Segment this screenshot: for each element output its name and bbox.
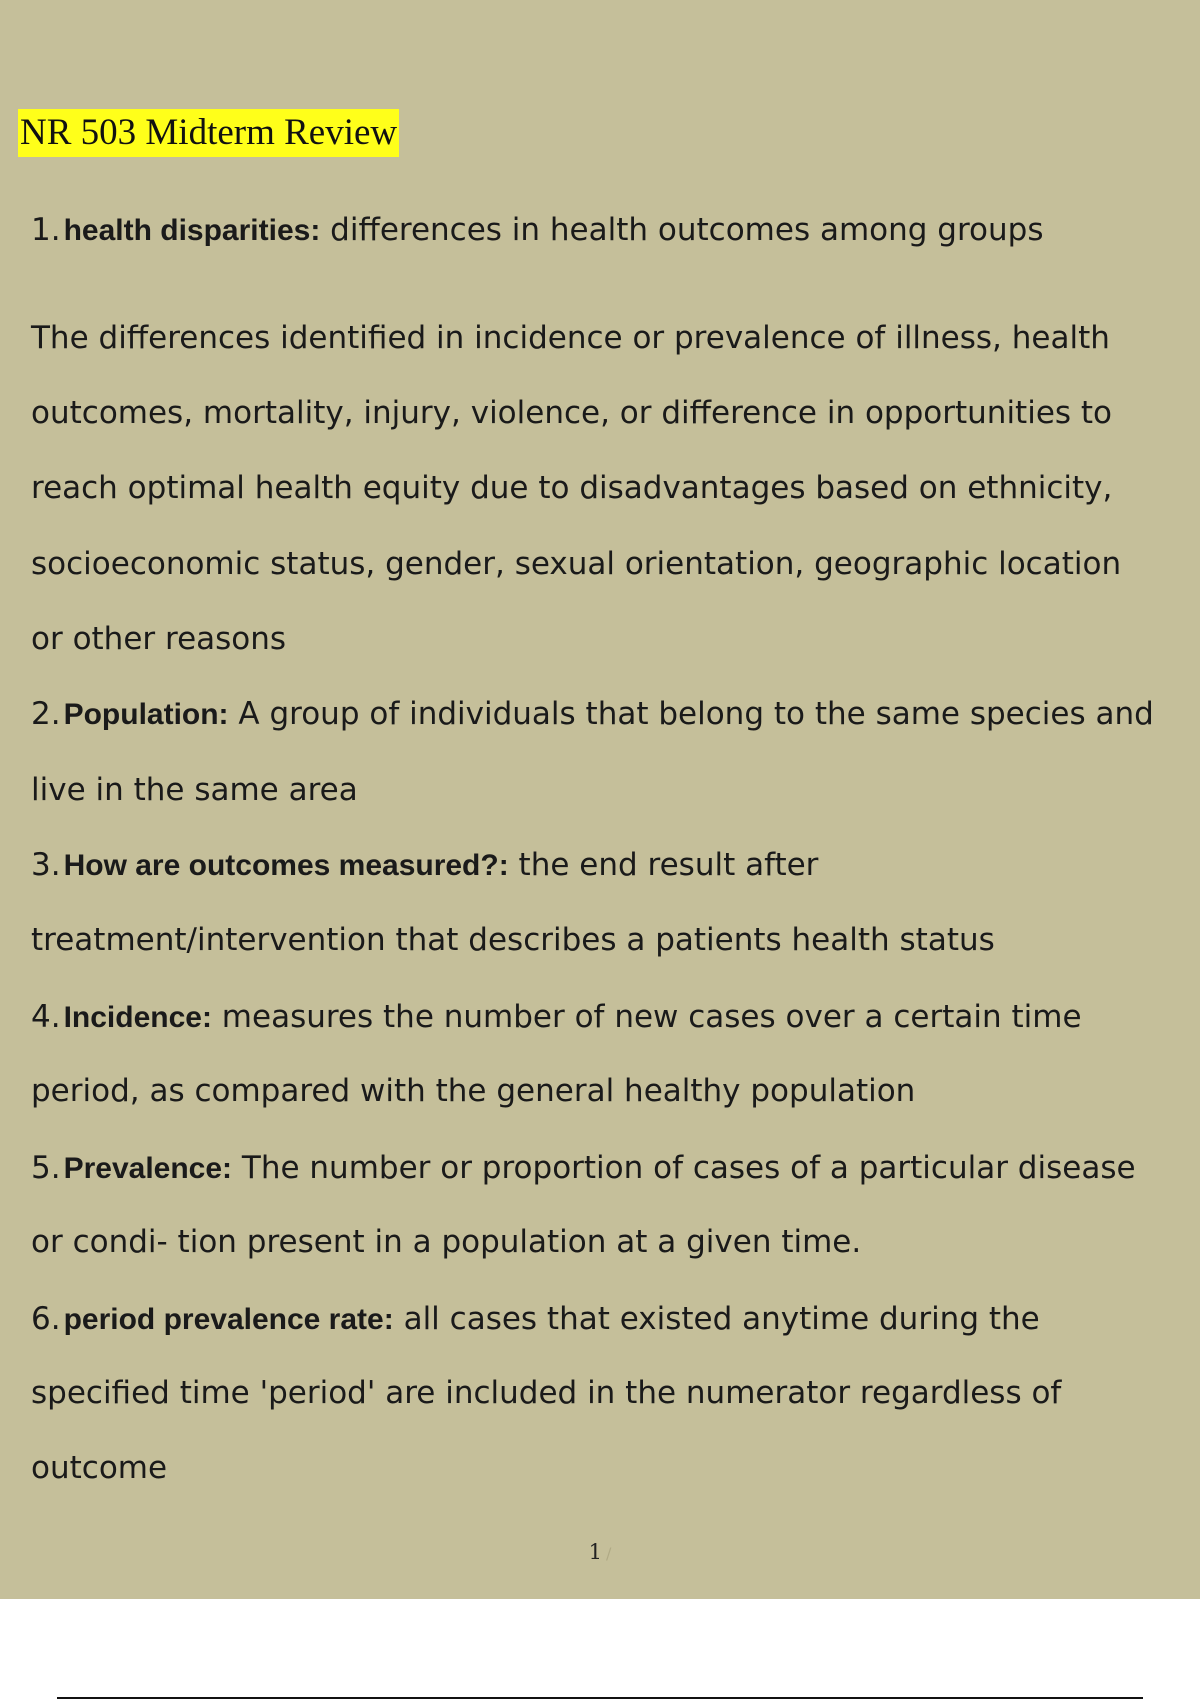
entry-5-text-line: or condi- tion present in a population at a given time. (31, 1224, 862, 1260)
entry-2-text-line: live in the same area (31, 772, 358, 808)
entry-definition: the end result after (508, 847, 819, 883)
entry-4-text-line: period, as compared with the general healthy population (31, 1073, 916, 1109)
entry-number: 6. (31, 1301, 61, 1337)
entry-definition: A group of individuals that belong to the same species and (228, 696, 1154, 732)
entry-number: 2. (31, 696, 61, 732)
page-number-separator: / (605, 1544, 612, 1563)
entry-1-text-line: outcomes, mortality, injury, violence, or difference in opportunities to (31, 395, 1113, 431)
entry-1-text-line: socioeconomic status, gender, sexual orientation, geographic location (31, 546, 1122, 582)
entry-definition: differences in health outcomes among groups (320, 212, 1044, 248)
entry-4-heading (31, 997, 1082, 1037)
entry-1-text-line: reach optimal health equity due to disadvantages based on ethnicity, (31, 470, 1113, 506)
entry-number: 3. (31, 847, 61, 883)
entry-term: How are outcomes measured?: (63, 849, 509, 882)
entry-term: Incidence: (63, 1001, 212, 1034)
next-page-divider (57, 1697, 1143, 1699)
page-number (0, 1540, 1200, 1564)
entry-6-heading (31, 1299, 1040, 1339)
entry-1-heading (31, 210, 1043, 250)
entry-1-text-line: The differences identified in incidence or prevalence of illness, health (31, 320, 1110, 356)
page-number-value: 1 (588, 1540, 602, 1564)
entry-2-heading (31, 694, 1154, 734)
document-title: NR 503 Midterm Review (18, 109, 399, 157)
entry-definition: all cases that existed anytime during the (393, 1301, 1040, 1337)
entry-term: health disparities: (63, 214, 321, 247)
entry-number: 4. (31, 999, 61, 1035)
entry-6-text-line: outcome (31, 1450, 168, 1486)
entry-definition: measures the number of new cases over a certain time (211, 999, 1082, 1035)
entry-3-text-line: treatment/intervention that describes a patients health status (31, 922, 995, 958)
entry-number: 5. (31, 1150, 61, 1186)
entry-1-text-line: or other reasons (31, 621, 287, 657)
entry-6-text-line: specified time 'period' are included in the numerator regardless of (31, 1375, 1062, 1411)
entry-term: period prevalence rate: (63, 1303, 394, 1336)
entry-3-heading (31, 845, 818, 885)
entry-number: 1. (31, 212, 61, 248)
entry-definition: The number or proportion of cases of a particular disease (232, 1150, 1136, 1186)
entry-term: Population: (63, 698, 229, 731)
entry-5-heading (31, 1148, 1136, 1188)
entry-term: Prevalence: (63, 1152, 233, 1185)
